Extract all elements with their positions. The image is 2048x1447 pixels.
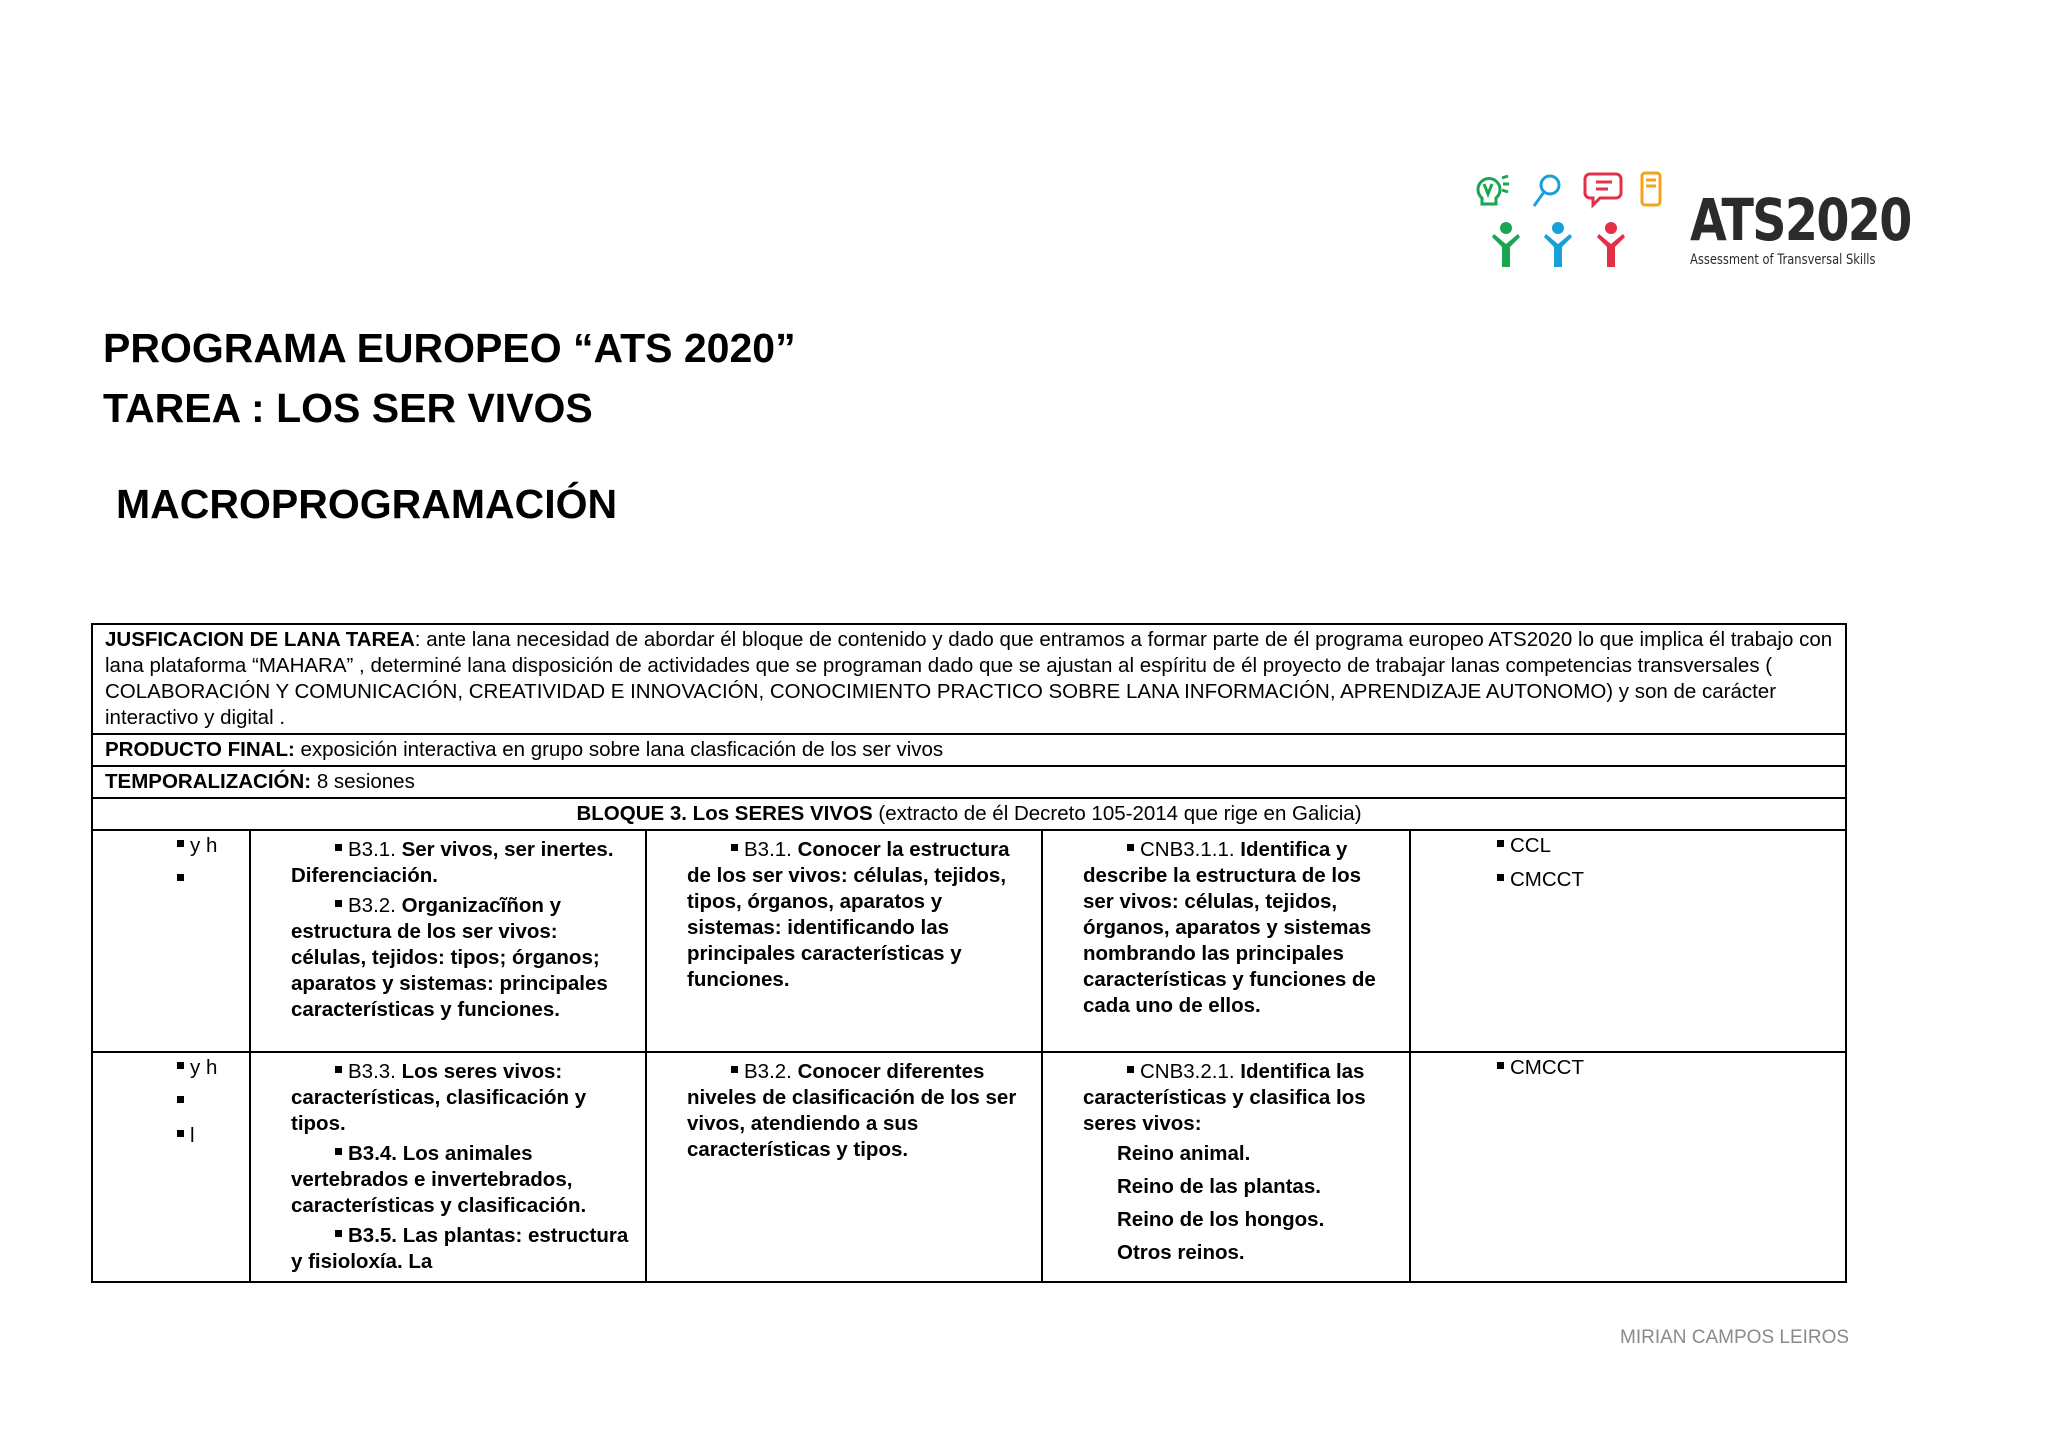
list-item: l (177, 1123, 237, 1149)
product-text: exposición interactiva en grupo sobre lana clasficación de los ser vivos (294, 738, 944, 761)
bullet-icon (731, 844, 738, 851)
list-item: CCL (1497, 833, 1833, 859)
list-item (177, 867, 237, 893)
list-item: B3.2. Conocer diferentes niveles de clasificación de los ser vivos, atendiendo a sus características y tipos. (687, 1060, 1017, 1161)
bullet-icon (335, 1066, 342, 1073)
logo-wordmark (1690, 186, 1959, 268)
standards-cell (1042, 1052, 1410, 1282)
bullet-icon (177, 1062, 184, 1069)
kingdom-item: Reino de los hongos. (1117, 1208, 1325, 1231)
bullet-icon (1497, 874, 1504, 881)
contents-cell (250, 1052, 646, 1282)
criteria-cell (646, 830, 1042, 1052)
time-cell (92, 766, 1846, 798)
list-item: B3.1. Ser vivos, ser inertes. Diferenciación. (291, 838, 614, 887)
bullet-icon (1127, 1066, 1134, 1073)
bullet-icon (177, 1130, 184, 1137)
kingdom-item: Reino de las plantas. (1117, 1175, 1321, 1198)
justification-cell (92, 624, 1846, 734)
list-item (177, 1089, 237, 1115)
list-item: CMCCT (1497, 867, 1833, 893)
standards-cell (1042, 830, 1410, 1052)
bullet-icon (335, 1230, 342, 1237)
kingdom-item: Otros reinos. (1117, 1241, 1245, 1264)
logo-figures-icon (1466, 170, 1686, 280)
competences-cell (1410, 1052, 1846, 1282)
table-row (92, 1052, 1846, 1282)
logo-subtitle: Assessment of Transversal Skills (1690, 252, 1876, 268)
justification-text: : ante lana necesidad de abordar él bloque de contenido y dado que entramos a formar parte de él programa europeo ATS2020 lo que implica él trabajo con lana plataforma “MAHARA” , determiné lana disposición de actividades que se programan dado que se ajustan al espíritu de él proyecto de trabajar lanas competencias transversales ( COLABORACIÓN Y COMUNICACIÓN, CREATIVIDAD E INNOVACIÓN, CONOCIMIENTO PRACTICO SOBRE LANA INFORMACIÓN, APRENDIZAJE AUTONOMO) y son de carácter interactivo y digital . (105, 628, 1833, 729)
list-item: B3.2. Organizacĩñon y estructura de los ser vivos: células, tejidos: tipos; órganos; aparatos y sistemas: principales características y funciones. (291, 894, 608, 1021)
bullet-icon (1497, 840, 1504, 847)
block-cell (92, 798, 1846, 830)
bullet-icon (1497, 1062, 1504, 1069)
bullet-icon (335, 900, 342, 907)
list-item: CNB3.1.1. Identifica y describe la estructura de los ser vivos: células, tejidos, órganos, aparatos y sistemas nombrando las principales características y funciones de cada uno de ellos. (1083, 838, 1376, 1017)
kingdom-item: Reino animal. (1117, 1142, 1251, 1165)
logo-name: ATS2020 (1690, 186, 1911, 254)
bullet-icon (1127, 844, 1134, 851)
objectives-cell (92, 1052, 250, 1282)
bullet-icon (731, 1066, 738, 1073)
list-item: CNB3.2.1. Identifica las características y clasifica los seres vivos: (1083, 1060, 1366, 1135)
list-item: B3.3. Los seres vivos: características, clasificación y tipos. (291, 1060, 587, 1135)
block-row (92, 798, 1846, 830)
list-item: y h (177, 1055, 237, 1081)
criteria-cell (646, 1052, 1042, 1282)
list-item: B3.4. Los animales vertebrados e invertebrados, características y clasificación. (291, 1142, 587, 1217)
program-title: PROGRAMA EUROPEO “ATS 2020” (103, 325, 796, 371)
bullet-icon (177, 840, 184, 847)
list-item: CMCCT (1497, 1055, 1833, 1081)
product-label: PRODUCTO FINAL: (105, 738, 295, 761)
table-row (92, 830, 1846, 1052)
competences-cell (1410, 830, 1846, 1052)
block-text: (extracto de él Decreto 105-2014 que rige en Galicia) (872, 802, 1362, 825)
time-label: TEMPORALIZACIÓN: (105, 770, 312, 793)
task-title: TAREA : LOS SER VIVOS (103, 385, 593, 431)
justification-row (92, 624, 1846, 734)
contents-cell (250, 830, 646, 1052)
product-row (92, 734, 1846, 766)
objectives-cell (92, 830, 250, 1052)
list-item: B3.5. Las plantas: estructura y fisioloxía. La (291, 1224, 629, 1273)
list-item: y h (177, 833, 237, 859)
product-cell (92, 734, 1846, 766)
bullet-icon (335, 844, 342, 851)
bullet-icon (335, 1148, 342, 1155)
list-item: B3.1. Conocer la estructura de los ser vivos: células, tejidos, tipos, órganos, aparatos y sistemas: identificando las principales características y funciones. (687, 838, 1010, 991)
bullet-icon (177, 874, 184, 881)
bullet-icon (177, 1096, 184, 1103)
time-text: 8 sesiones (311, 770, 415, 793)
justification-label: JUSFICACION DE LANA TAREA (105, 628, 415, 651)
time-row (92, 766, 1846, 798)
block-label: BLOQUE 3. Los SERES VIVOS (576, 802, 873, 825)
section-title: MACROPROGRAMACIÓN (116, 481, 618, 527)
author-footer: MIRIAN CAMPOS LEIROS (1620, 1327, 1850, 1348)
macroprogramming-table (91, 623, 1847, 1283)
